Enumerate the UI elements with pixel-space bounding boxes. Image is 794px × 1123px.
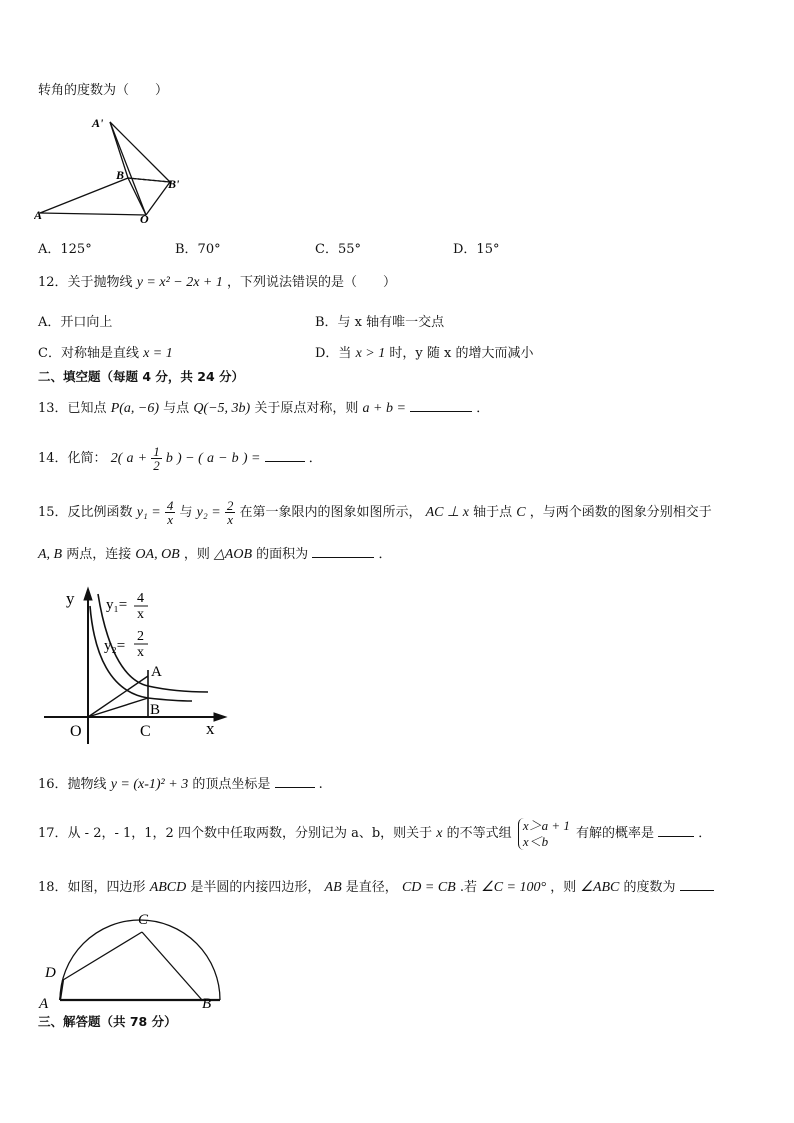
q15-graph-origin: O [70,723,82,740]
q15-tail2: 轴于点 [473,505,513,520]
q18-label-c: C [138,912,149,928]
q14-vec-a2: a [206,451,214,466]
q15-line2-f: 的面积为 [256,547,309,562]
q15-graph-point-a: A [151,664,162,680]
q15-graph-point-c: C [140,723,151,740]
q11-label-b-prime: B' [168,177,180,191]
q13-answer-blank[interactable] [410,399,472,412]
q12-expr: y = x² − 2x + 1 [136,275,223,290]
section-3-heading: 三、解答题（共 78 分） [38,1014,177,1029]
q17 [38,812,711,856]
q15-tail: 在第一象限内的图象如图所示， [239,505,422,520]
q15-y2-frac [225,499,236,526]
q15-y2-num: 2 [226,498,234,513]
q11-option-a: A．125° [38,242,92,257]
q11-option-b: B．70° [175,242,221,257]
q16-end: . [318,777,323,792]
q14-half-num: 1 [153,444,160,459]
q15-with: 与 [179,505,193,520]
q15-ac: AC ⊥ x [425,505,469,520]
q12-option-c-text: C．对称轴是直线 [38,346,139,361]
q13-point-p: P(a, −6) [110,401,160,416]
q12-option-d-text: D．当 [315,346,352,361]
q11-figure [34,112,184,224]
q15-oa-ob: OA, OB [135,547,180,562]
q14-answer-blank[interactable] [265,449,305,462]
q12-option-a: A．开口向上 [38,315,113,330]
q12-option-d-math: x > 1 [355,346,386,361]
q12-option-d-tail: 时，y 随 x 的增大而减小 [389,346,534,361]
q15-graph-y2-den: x [137,645,144,660]
q14-plus: + [137,451,148,466]
q15-graph-y1-label: y₁= [106,597,128,613]
q15-graph-y1-den: x [137,607,144,622]
q15-answer-blank[interactable] [312,545,374,558]
q17-inequality-system [518,818,570,850]
q13-num: 13．已知点 [38,401,107,416]
q13-expr: a + b = [362,401,406,416]
q14-close: ) = [242,451,261,466]
q17-end: ． [698,826,712,841]
q15-line2 [38,545,391,564]
q16-num: 16．抛物线 [38,777,107,792]
q17-mid: 的不等式组 [446,826,512,841]
q12-option-d [315,342,533,362]
q16 [38,775,323,794]
q17-row1: x＞a + 1 [522,817,570,833]
q18-t5: 的度数为 [623,880,676,895]
q12-stem [38,274,396,292]
q18-label-d: D [45,965,56,981]
q18-t2: 是直径， [345,880,398,895]
q15-y1: y₁ = [136,505,161,520]
q15-num: 15．反比例函数 [38,505,133,520]
q15-graph-x-axis: x [206,719,215,738]
q15-y1-frac [165,499,176,526]
q18-answer-blank[interactable] [680,878,714,891]
q18-t3: .若 [459,880,478,895]
q11-label-a-prime: A' [92,116,104,130]
q15-c: C [516,505,526,520]
q18-ab: AB [324,880,342,895]
q11-label-b: B [116,168,125,182]
q13 [38,399,489,418]
q12-option-c [38,342,173,362]
q14-half [151,445,162,472]
q14 [38,444,322,474]
q18 [38,878,714,897]
q15-line1 [38,498,712,528]
q15-line2-b: 两点，连接 [66,547,132,562]
q15-ab: A, B [38,547,63,562]
section-2-heading: 二、填空题（每题 4 分，共 24 分） [38,369,245,384]
q11-option-c: C．55° [315,242,361,257]
q16-tail: 的顶点坐标是 [192,777,271,792]
q14-open: 2( [110,451,123,466]
q15-graph-y2-num: 2 [137,629,144,644]
q18-angle-abc: ∠ABC [580,880,620,895]
q15-graph-point-b: B [150,702,161,718]
q14-end: ． [308,451,322,466]
q18-angle-c: ∠C = 100° [481,880,547,895]
q18-t1: 是半圆的内接四边形， [190,880,321,895]
q18-label-a: A [39,996,49,1010]
q11-label-o: O [140,212,149,224]
q14-minus: − [218,451,228,466]
q15-line2-d: ，则 [183,547,210,562]
q17-answer-blank[interactable] [658,824,694,837]
q18-label-b: B [202,996,212,1010]
q15-y2: y₂ = [196,505,221,520]
q11-option-d: D．15° [453,242,500,257]
q12-option-b: B．与 x 轴有唯一交点 [315,315,445,330]
q17-x: x [436,826,443,841]
q13-tail: 关于原点对称，则 [254,401,359,416]
q15-y2-den: x [227,512,233,527]
q16-expr: y = (x-1)² + 3 [110,777,189,792]
q14-vec-a: a [126,451,134,466]
q14-vec-b: b [165,451,173,466]
q11-label-a: A [34,208,43,222]
q15-graph-y2-label: y₂= [104,638,126,654]
q15-graph-y1-num: 4 [137,591,144,606]
q15-tail3: ，与两个函数的图象分别相交于 [529,505,712,520]
q15-y1-den: x [167,512,173,527]
q12-tail: ，下列说法错误的是（ ） [227,275,397,290]
q18-arcs: CD = CB [401,880,456,895]
q15-end: ． [378,547,392,562]
q17-text: 17．从 - 2，- 1，1，2 四个数中任取两数，分别记为 a、b，则关于 [38,826,433,841]
q13-mid: 与点 [163,401,190,416]
q15-y1-num: 4 [166,498,174,513]
q14-vec-b2: b [231,451,239,466]
q15-graph [40,584,240,744]
q18-figure [34,908,224,1010]
q18-num: 18．如图，四边形 [38,880,146,895]
q18-t4: ，则 [550,880,577,895]
q13-end: ． [476,401,490,416]
q15-graph-y-axis: y [66,589,75,608]
q15-triangle: △AOB [214,547,253,562]
q12-num: 12．关于抛物线 [38,275,133,290]
q14-mid: ) − ( [177,451,203,466]
q17-tail: 有解的概率是 [576,826,655,841]
q16-answer-blank[interactable] [275,775,315,788]
q14-num: 14．化简： [38,451,107,466]
q11-stem: 转角的度数为（ ） [38,83,169,98]
q12-option-c-math: x = 1 [143,346,173,361]
q13-point-q: Q(−5, 3b) [193,401,251,416]
q18-abcd: ABCD [149,880,187,895]
q14-half-den: 2 [153,458,160,473]
q17-row2: x＜b [522,833,549,849]
